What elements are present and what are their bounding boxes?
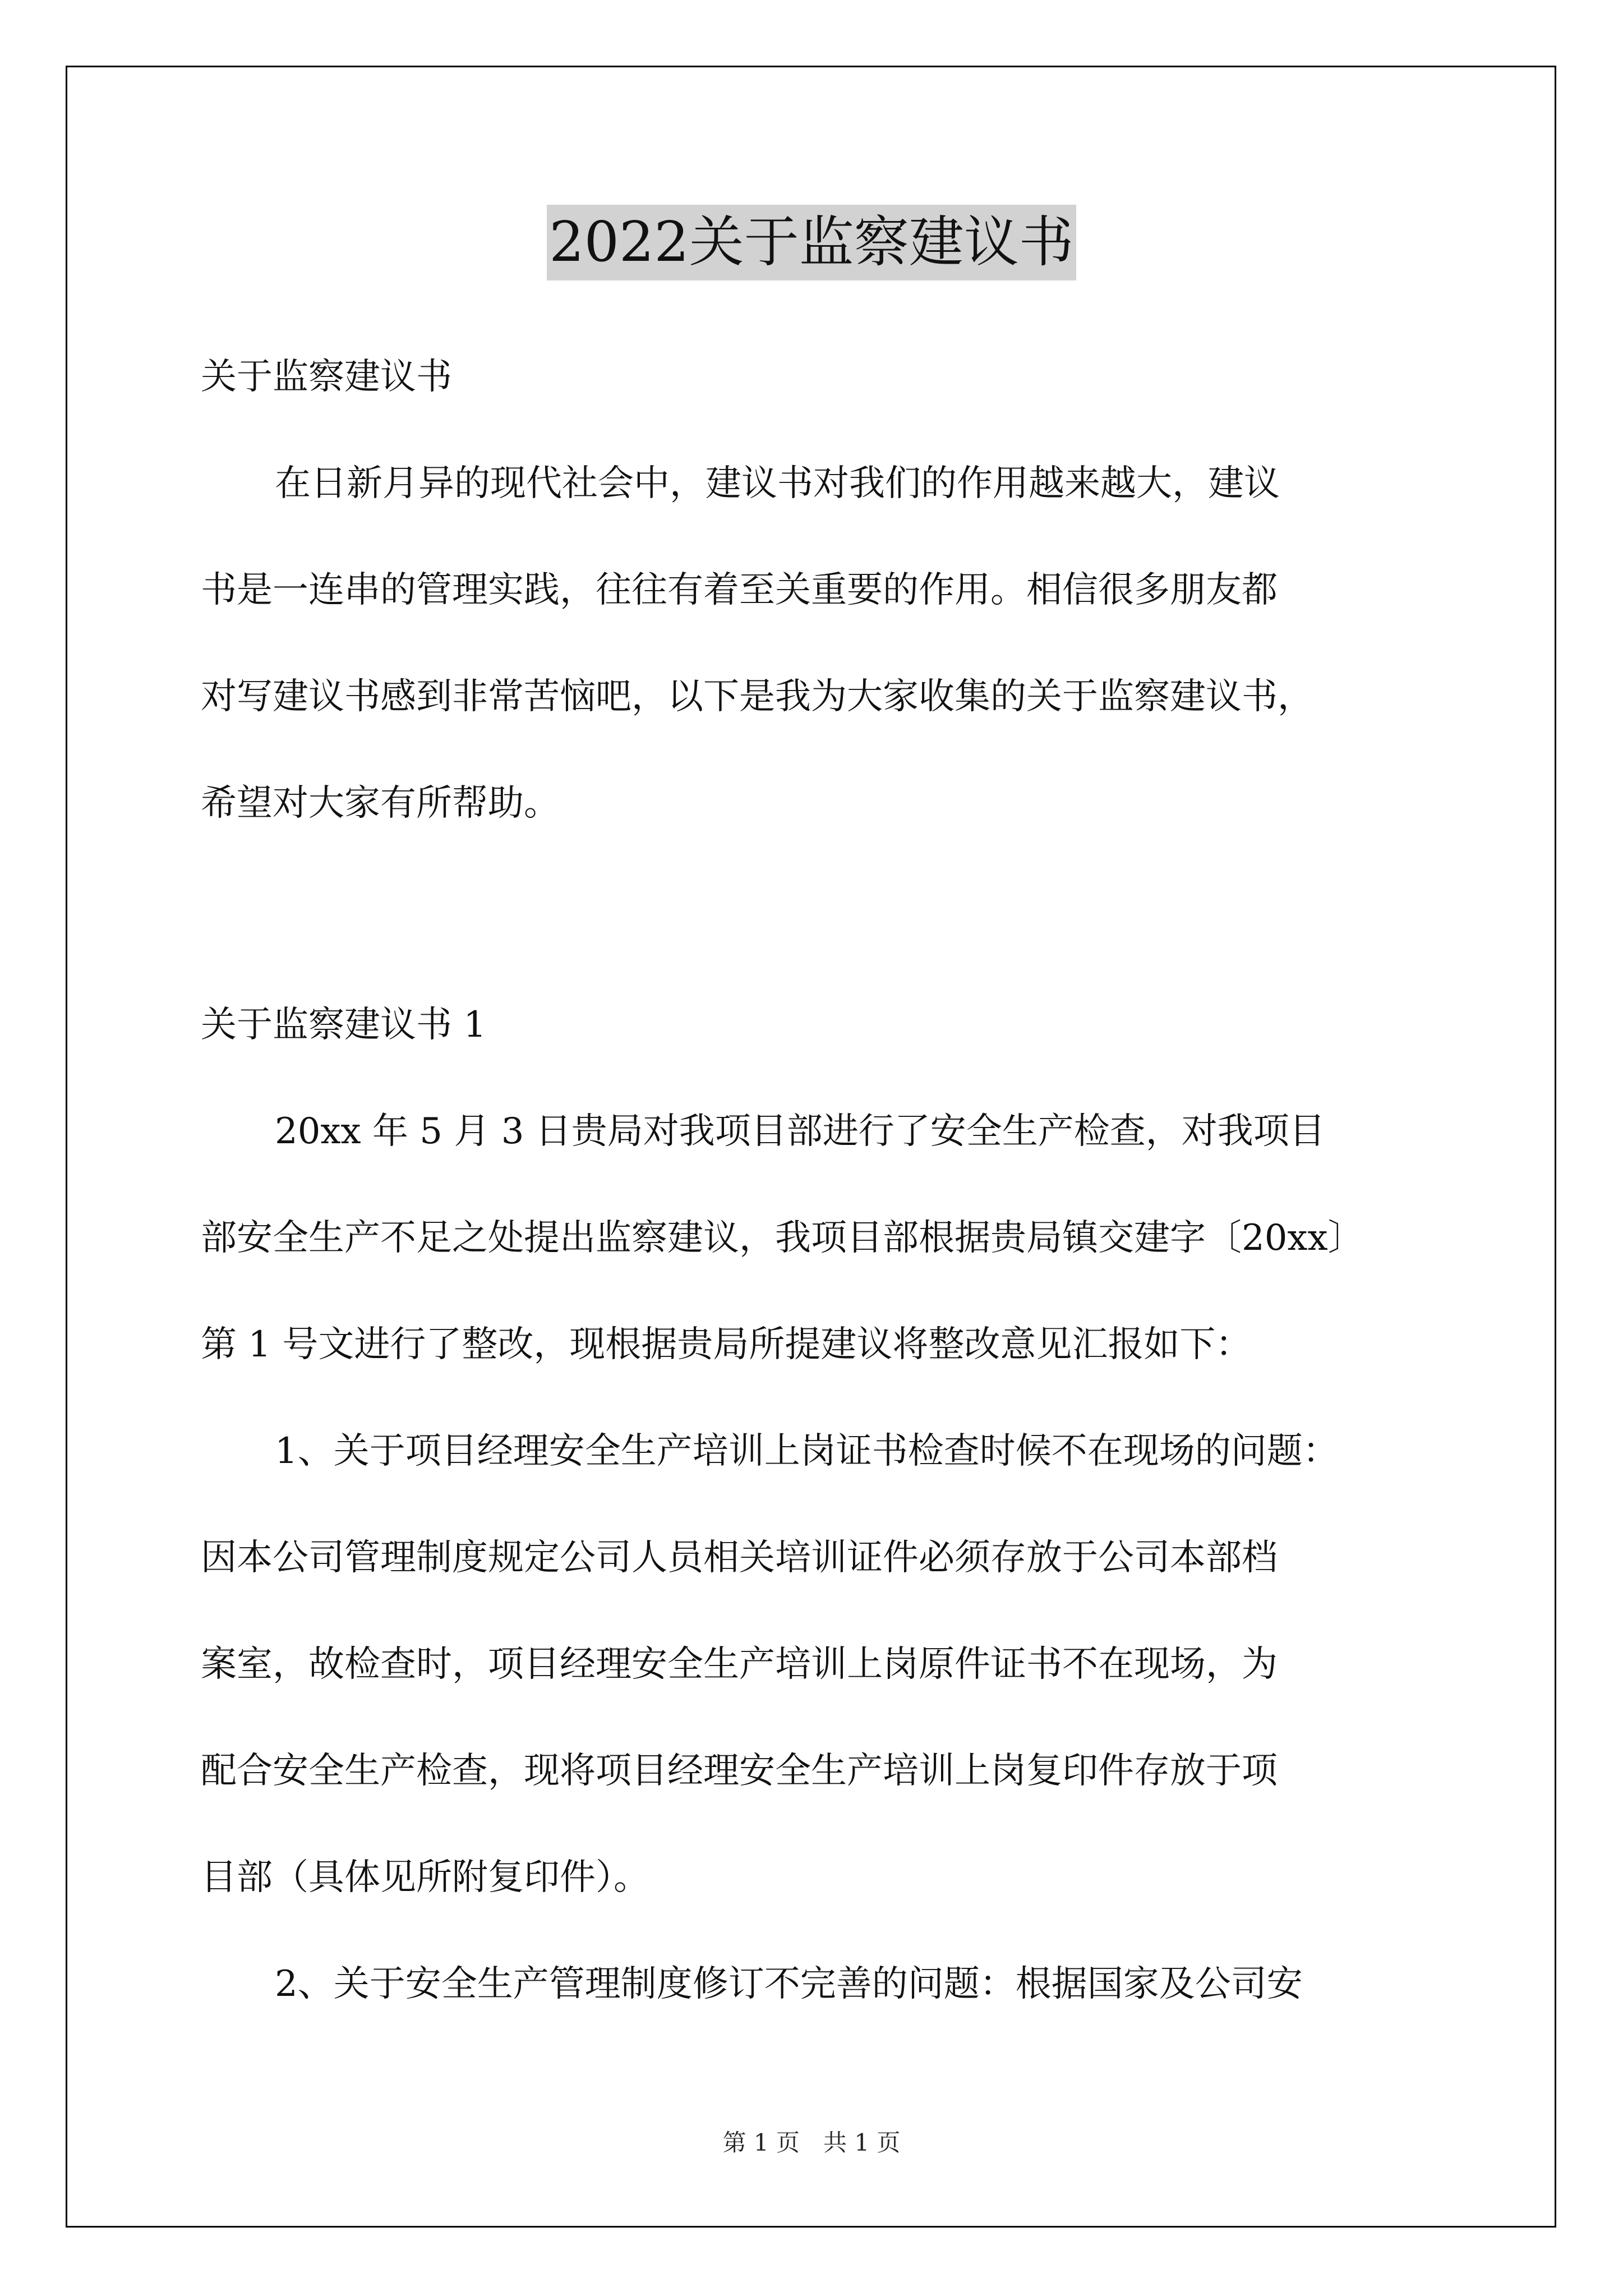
paragraph-line: 配合安全生产检查，现将项目经理安全生产培训上岗复印件存放于项 xyxy=(201,1750,1278,1792)
paragraph-line: 1、关于项目经理安全生产培训上岗证书检查时候不在现场的问题： xyxy=(275,1430,1339,1472)
page-footer: 第 1 页 共 1 页 xyxy=(722,2129,901,2156)
intro-heading: 关于监察建议书 xyxy=(201,356,452,398)
paragraph-line: 因本公司管理制度规定公司人员相关培训证件必须存放于公司本部档 xyxy=(201,1537,1278,1579)
paragraph-line: 第 1 号文进行了整改，现根据贵局所提建议将整改意见汇报如下： xyxy=(201,1324,1252,1365)
paragraph-line: 部安全生产不足之处提出监察建议，我项目部根据贵局镇交建字〔20xx〕 xyxy=(201,1217,1364,1259)
paragraph-line: 希望对大家有所帮助。 xyxy=(201,783,560,824)
section-heading: 关于监察建议书 1 xyxy=(201,1004,487,1046)
title-container xyxy=(0,205,1623,280)
paragraph-line: 目部（具体见所附复印件）。 xyxy=(201,1857,649,1898)
paragraph-line: 20xx 年 5 月 3 日贵局对我项目部进行了安全生产检查，对我项目 xyxy=(275,1111,1325,1152)
document-title: 2022关于监察建议书 xyxy=(547,205,1076,280)
paragraph-line: 书是一连串的管理实践，往往有着至关重要的作用。相信很多朋友都 xyxy=(201,569,1278,611)
paragraph-line: 案室，故检查时，项目经理安全生产培训上岗原件证书不在现场，为 xyxy=(201,1644,1278,1685)
paragraph-line: 对写建议书感到非常苦恼吧，以下是我为大家收集的关于监察建议书， xyxy=(201,676,1313,717)
paragraph-line: 在日新月异的现代社会中，建议书对我们的作用越来越大，建议 xyxy=(275,463,1280,504)
paragraph-line: 2、关于安全生产管理制度修订不完善的问题：根据国家及公司安 xyxy=(275,1963,1303,2005)
